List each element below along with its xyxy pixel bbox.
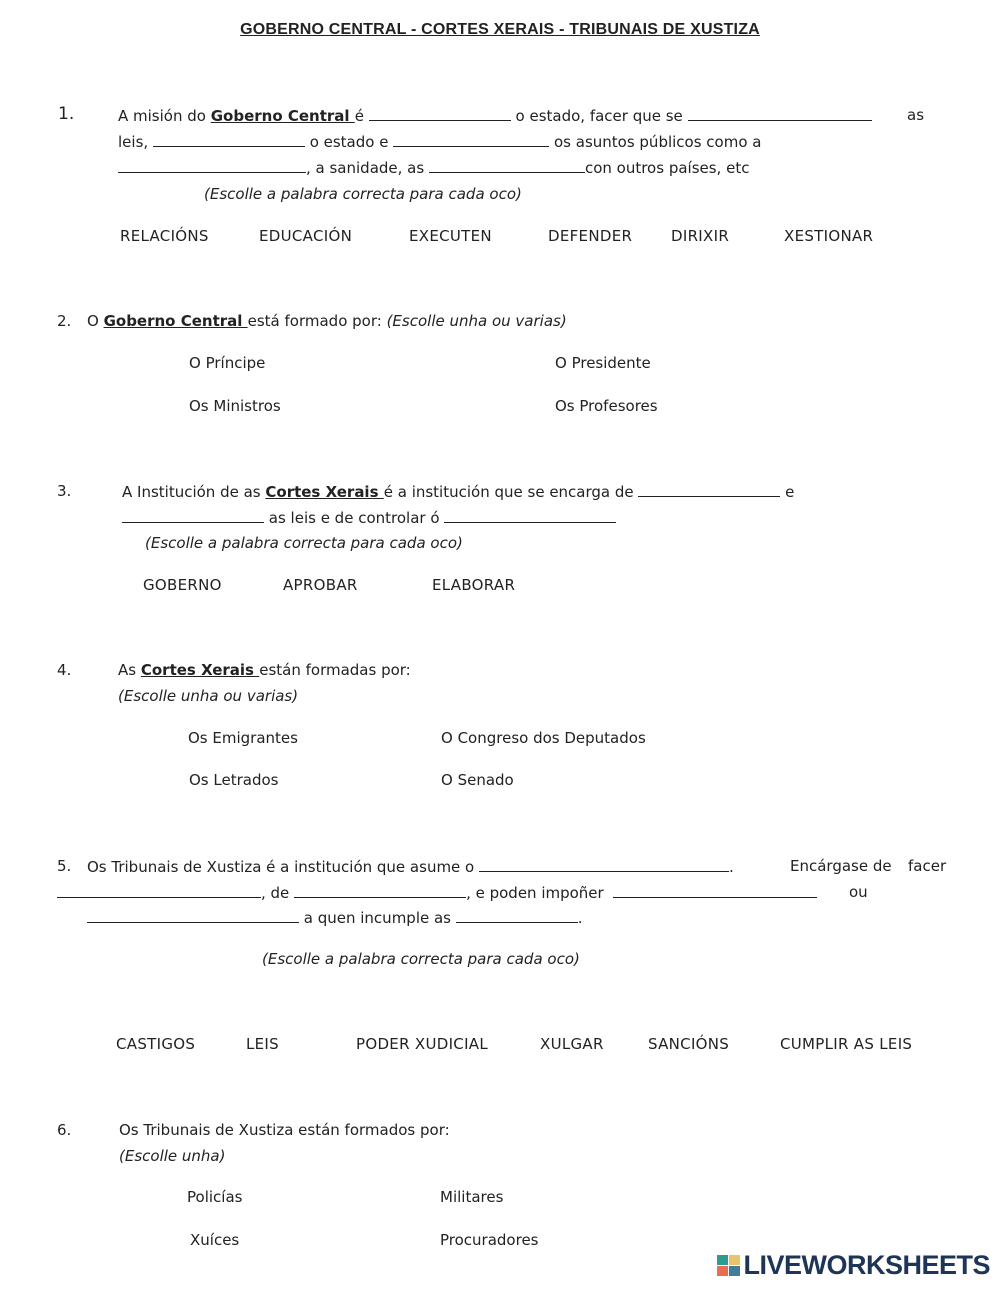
question-5-line-2 (57, 883, 604, 902)
q4-hint: (Escolle unha ou varias) (118, 687, 299, 705)
question-2-number: 2. (57, 312, 72, 330)
q3-text: as leis e de controlar ó (264, 509, 445, 527)
q1-option[interactable]: RELACIÓNS (120, 227, 209, 245)
q1-blank-6[interactable] (429, 158, 585, 173)
q5-option[interactable]: SANCIÓNS (648, 1035, 730, 1053)
q5-text-ou: ou (849, 883, 868, 901)
question-4-number: 4. (57, 661, 72, 679)
q6-option[interactable]: Procuradores (440, 1231, 539, 1249)
q1-blank-1[interactable] (369, 106, 511, 121)
q5-blank-5[interactable] (87, 908, 299, 923)
q3-blank-1[interactable] (638, 482, 780, 497)
q5-blank-4[interactable] (613, 883, 817, 898)
q1-text: con outros países, etc (584, 159, 750, 177)
q5-text: a quen incumple as (299, 909, 456, 927)
q5-option[interactable]: PODER XUDICIAL (356, 1035, 489, 1053)
question-6-text: Os Tribunais de Xustiza están formados por: (119, 1121, 450, 1139)
q6-hint: (Escolle unha) (119, 1147, 226, 1165)
question-4-text (118, 661, 411, 679)
q3-text: e (780, 483, 795, 501)
q2-highlight: Goberno Central (103, 312, 248, 330)
logo-square (729, 1266, 740, 1276)
q6-option[interactable]: Militares (440, 1188, 504, 1206)
question-1-number: 1. (58, 104, 75, 124)
q5-text: , e poden impoñer (466, 884, 604, 902)
q4-text: As (118, 661, 141, 679)
q1-option[interactable]: XESTIONAR (784, 227, 874, 245)
q1-highlight: Goberno Central (210, 107, 355, 125)
liveworksheets-logo-text: LIVEWORKSHEETS (743, 1250, 990, 1280)
q5-blank-2[interactable] (57, 883, 261, 898)
page-title: GOBERNO CENTRAL - CORTES XERAIS - TRIBUNAIS DE XUSTIZA (240, 21, 760, 38)
q1-text: o estado, facer que se (510, 107, 688, 125)
logo-square (717, 1255, 728, 1265)
question-5-number: 5. (57, 857, 72, 875)
q5-text: . (577, 909, 583, 927)
q1-option[interactable]: DEFENDER (548, 227, 633, 245)
q5-option[interactable]: XULGAR (540, 1035, 604, 1053)
q3-blank-3[interactable] (444, 508, 616, 523)
q4-option[interactable]: O Senado (441, 771, 514, 789)
q2-option[interactable]: O Presidente (555, 354, 651, 372)
q1-blank-5[interactable] (118, 158, 306, 173)
q2-text: O (87, 312, 104, 330)
liveworksheets-logo-icon (717, 1255, 740, 1276)
q3-blank-2[interactable] (122, 508, 264, 523)
q5-text: , de (261, 884, 295, 902)
q5-blank-4-wrap (613, 883, 817, 902)
q1-text: o estado e (304, 133, 394, 151)
question-1-line-3 (118, 158, 749, 177)
q5-hint: (Escolle a palabra correcta para cada oco) (262, 950, 580, 968)
q1-blank-3[interactable] (153, 132, 305, 147)
q3-hint: (Escolle a palabra correcta para cada oco) (145, 534, 463, 552)
q5-text-encargase: Encárgase de (790, 857, 892, 875)
q2-hint: (Escolle unha ou varias) (386, 312, 567, 330)
q1-blank-2[interactable] (688, 106, 872, 121)
q2-option[interactable]: Os Ministros (189, 397, 281, 415)
q2-option[interactable]: Os Profesores (555, 397, 658, 415)
q4-option[interactable]: Os Letrados (189, 771, 279, 789)
question-1-line-1 (118, 106, 872, 125)
q5-text: Os Tribunais de Xustiza é a institución que asume o (87, 858, 479, 876)
q1-hint: (Escolle a palabra correcta para cada oco) (204, 185, 522, 203)
q6-option[interactable]: Xuíces (190, 1231, 240, 1249)
q1-option[interactable]: EXECUTEN (409, 227, 492, 245)
q1-text: os asuntos públicos como a (549, 133, 762, 151)
question-1-line-2 (118, 132, 761, 151)
question-2-text (87, 312, 567, 330)
question-3-line-1 (122, 482, 794, 501)
question-5-line-1 (87, 857, 734, 876)
q2-text: está formado por: (247, 312, 387, 330)
question-6-number: 6. (57, 1121, 72, 1139)
q3-option[interactable]: APROBAR (283, 576, 358, 594)
question-3-number: 3. (57, 482, 72, 500)
q3-option[interactable]: ELABORAR (432, 576, 516, 594)
q5-text: . (729, 858, 734, 876)
q3-option[interactable]: GOBERNO (143, 576, 222, 594)
q1-text-as: as (907, 106, 925, 124)
q5-option[interactable]: LEIS (246, 1035, 279, 1053)
q1-text: , a sanidade, as (306, 159, 429, 177)
q5-text-facer: facer (908, 857, 947, 875)
logo-square (729, 1255, 740, 1265)
q5-blank-1[interactable] (479, 857, 729, 872)
q1-option[interactable]: DIRIXIR (671, 227, 730, 245)
logo-square (717, 1266, 728, 1276)
q3-text: é a institución que se encarga de (383, 483, 639, 501)
q6-option[interactable]: Policías (187, 1188, 243, 1206)
q5-blank-3[interactable] (294, 883, 466, 898)
q2-option[interactable]: O Príncipe (189, 354, 266, 372)
q1-text: é (354, 107, 369, 125)
q1-blank-4[interactable] (393, 132, 549, 147)
question-3-line-2 (122, 508, 616, 527)
q1-option[interactable]: EDUCACIÓN (259, 227, 353, 245)
q1-text: A misión do (118, 107, 211, 125)
q5-option[interactable]: CUMPLIR AS LEIS (780, 1035, 913, 1053)
q5-blank-6[interactable] (456, 908, 578, 923)
q4-text: están formadas por: (259, 661, 411, 679)
q1-text: leis, (118, 133, 153, 151)
question-5-line-3 (87, 908, 583, 927)
q5-option[interactable]: CASTIGOS (116, 1035, 196, 1053)
q3-highlight: Cortes Xerais (265, 483, 384, 501)
q3-text: A Institución de as (122, 483, 266, 501)
q4-option[interactable]: Os Emigrantes (188, 729, 298, 747)
q4-highlight: Cortes Xerais (140, 661, 260, 679)
liveworksheets-logo (717, 1250, 990, 1281)
q4-option[interactable]: O Congreso dos Deputados (441, 729, 646, 747)
